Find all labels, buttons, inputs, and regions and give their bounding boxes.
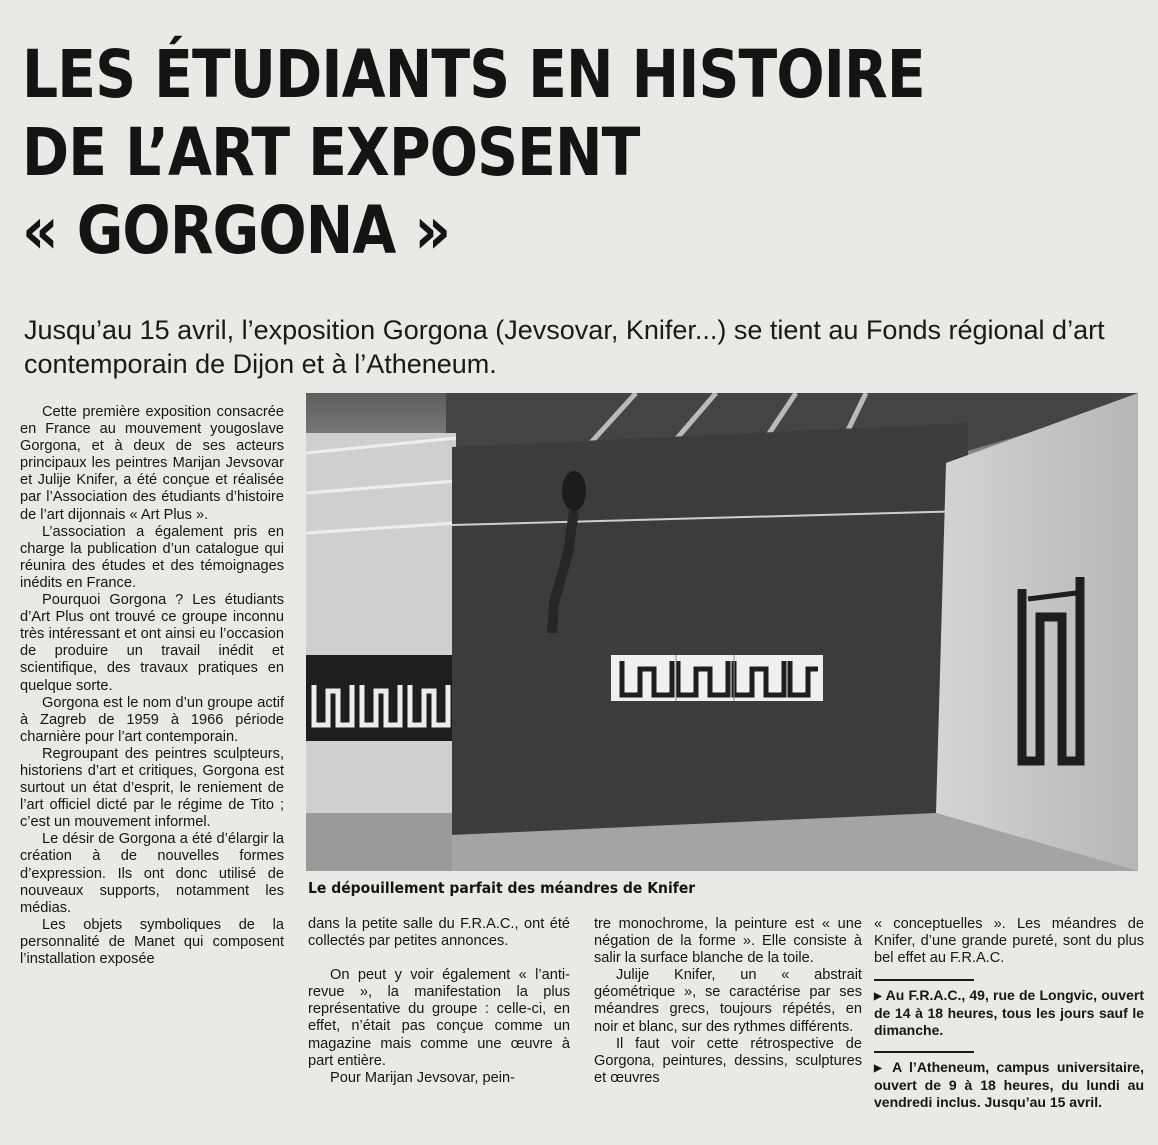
- article-column-4: [874, 916, 1144, 1111]
- venue-info-text: Au F.R.A.C., 49, rue de Longvic, ouvert de 14 à 18 heures, tous les jours sauf le dimanche.: [874, 987, 1144, 1039]
- subheadline: Jusqu’au 15 avril, l’exposition Gorgona (Jevsovar, Knifer...) se tient au Fonds régional d’art contemporain de Dijon et à l’Atheneum.: [24, 315, 1105, 379]
- paragraph: « conceptuelles ». Les méandres de Knifer, d’une grande pureté, sont du plus bel effet au F.R.A.C.: [874, 916, 1144, 967]
- paragraph: Julije Knifer, un « abstrait géométrique », se caractérise par ses méandres grecs, toujours répétés, en noir et blanc, sur des rythmes différents.: [594, 967, 862, 1035]
- venue-info-frac: [874, 987, 1144, 1039]
- exhibition-photo: [306, 393, 1138, 871]
- gallery-photo-illustration: [306, 393, 1138, 871]
- headline-line-1: LES ÉTUDIANTS EN HISTOIRE: [22, 36, 925, 113]
- paragraph: Les objets symboliques de la personnalité de Manet qui composent l’installation exposée: [20, 916, 284, 967]
- paragraph: Pour Marijan Jevsovar, pein-: [330, 1069, 515, 1086]
- paragraph: Gorgona est le nom d’un groupe actif à Zagreb de 1959 à 1966 période charnière pour l’art contemporain.: [20, 694, 284, 745]
- venue-info-atheneum: [874, 1059, 1144, 1111]
- paragraph: L’association a également pris en charge la publication d’un catalogue qui réunira des études et des témoignages inédits en France.: [20, 523, 284, 591]
- headline-line-3: « GORGONA »: [22, 192, 451, 269]
- paragraph: On peut y voir également « l’anti-revue », la manifestation la plus représentative du groupe : celle-ci, en effet, n’était pas conçue comme un magazine mais comme une œuvre à part entière.: [308, 967, 570, 1069]
- paragraph: Il faut voir cette rétrospective de Gorgona, peintures, dessins, sculptures et œuvres: [594, 1035, 862, 1086]
- photo-caption: Le dépouillement parfait des méandres de Knifer: [308, 879, 696, 897]
- triangle-bullet-icon: ▶: [874, 1063, 886, 1075]
- headline: [22, 36, 977, 270]
- divider: [874, 979, 974, 981]
- paragraph: Le désir de Gorgona a été d’élargir la création à de nouvelles formes d’expression. Ils ont donc utilisé de nouveaux supports, notamment les médias.: [20, 831, 284, 916]
- paragraph: tre monochrome, la peinture est « une négation de la forme ». Elle consiste à salir la surface blanche de la toile.: [594, 916, 862, 967]
- paragraph: Regroupant des peintres sculpteurs, historiens d’art et critiques, Gorgona est surtout un état d’esprit, le reniement de l’art officiel dicté par le régime de Tito ; c’est un mouvement informel.: [20, 745, 284, 831]
- venue-info-text: A l’Atheneum, campus universitaire, ouvert de 9 à 18 heures, du lundi au vendredi inclus. Jusqu’au 15 avril.: [874, 1059, 1144, 1111]
- paragraph: Pourquoi Gorgona ? Les étudiants d’Art Plus ont trouvé ce groupe inconnu très intéressant et ont ainsi eu l’occasion de produire un travail inédit et scientifique, des travaux pratiques en quelque sorte.: [20, 592, 284, 694]
- article-column-1: [20, 404, 284, 968]
- paragraph: dans la petite salle du F.R.A.C., ont été collectés par petites annonces.: [308, 916, 570, 950]
- article-column-3: [594, 916, 862, 1087]
- article-column-2: [308, 916, 570, 1087]
- triangle-bullet-icon: ▶: [874, 991, 882, 1003]
- headline-line-2: DE L’ART EXPOSENT: [22, 114, 640, 191]
- divider: [874, 1051, 974, 1053]
- paragraph: Cette première exposition consacrée en France au mouvement yougoslave Gorgona, et à deux de ses acteurs principaux les peintres Marijan Jevsovar et Julije Knifer, a été conçue et réalisée par l’Association des étudiants d’histoire de l’art dijonnais « Art Plus ».: [20, 404, 284, 523]
